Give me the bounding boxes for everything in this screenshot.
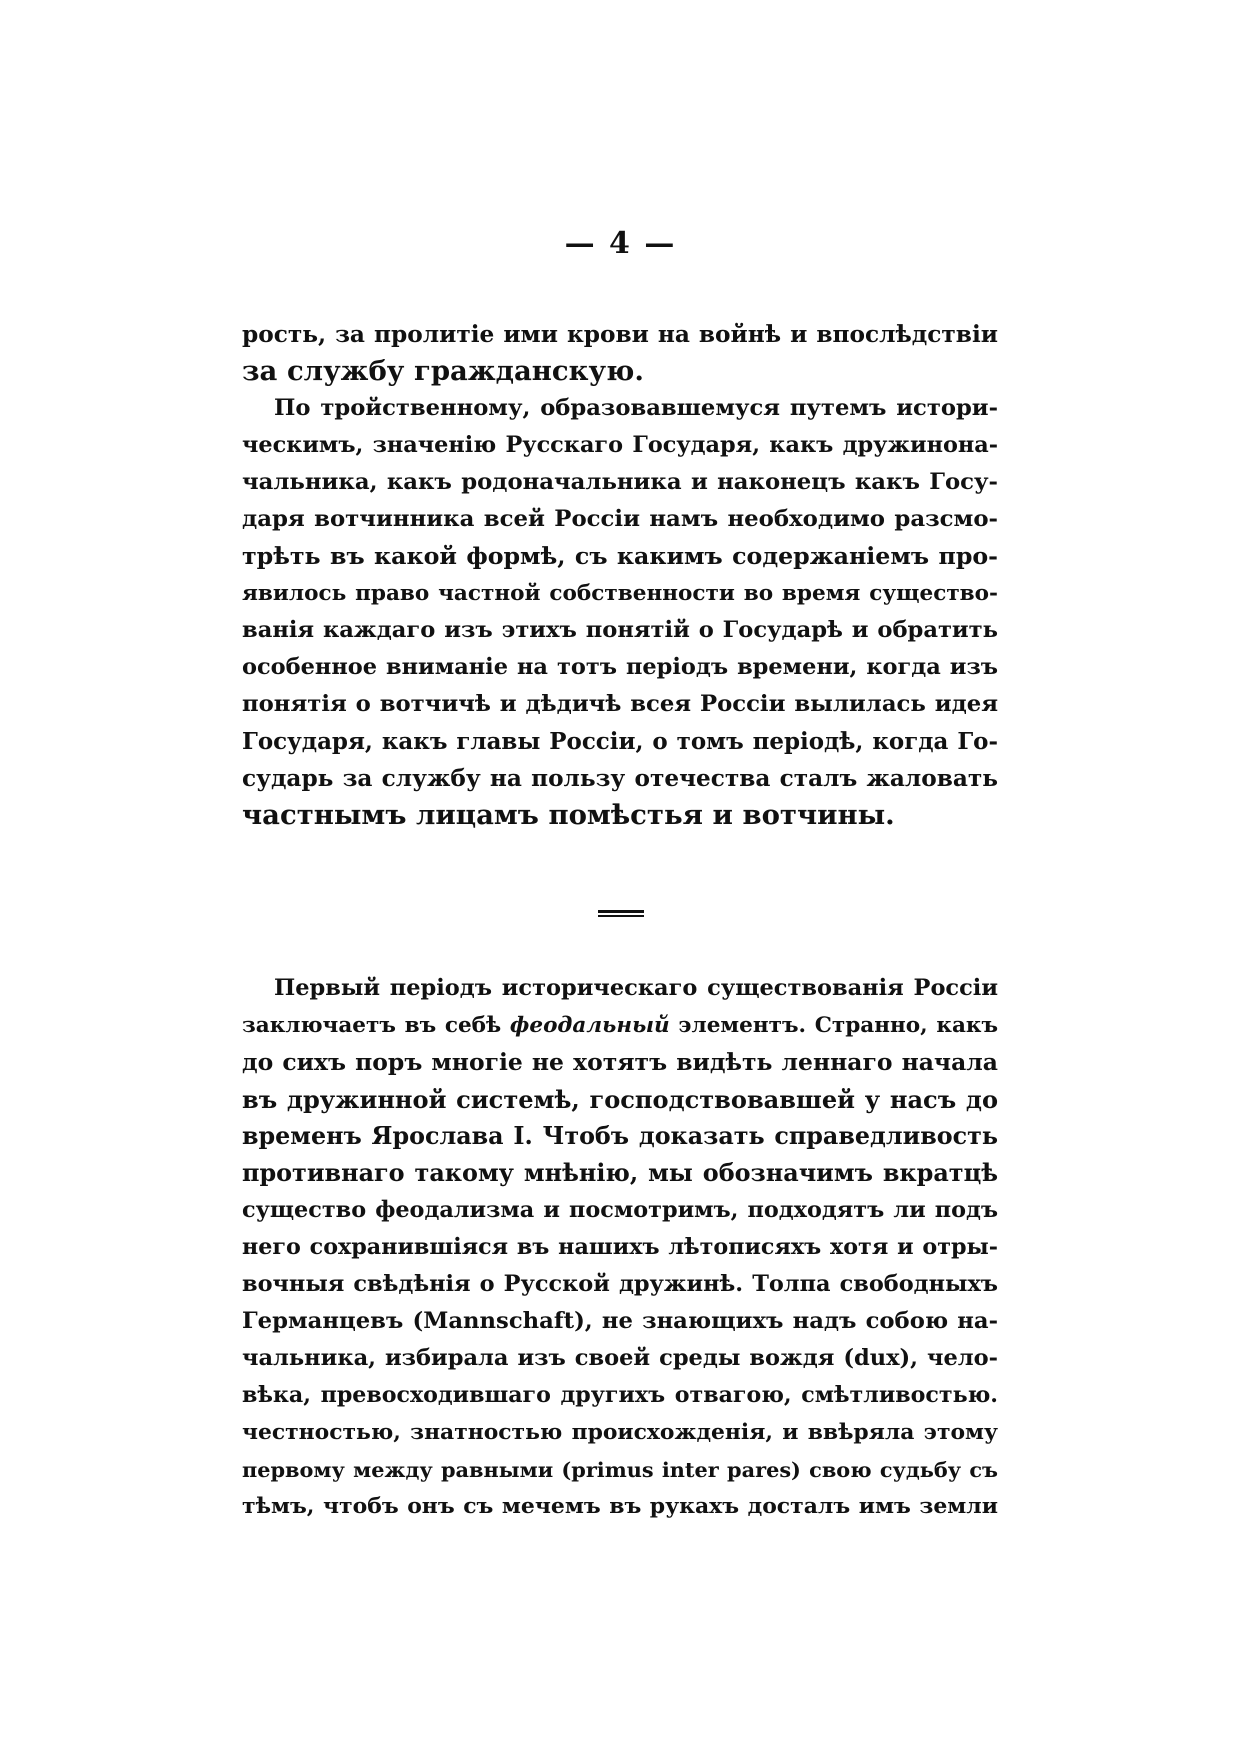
text-line: По тройственному, образовавшемуся путемъ истори- [274, 395, 998, 421]
text-run: элементъ. Странно, какъ [669, 1013, 999, 1038]
text-line: трѣть въ какой формѣ, съ какимъ содержаніемъ про- [242, 542, 998, 570]
separator-rule [598, 910, 644, 913]
text-line: Германцевъ (Mannschaft), не знающихъ надъ собою на- [242, 1308, 998, 1334]
text-line: честностью, знатностью происхожденія, и ввѣряла этому [242, 1419, 998, 1445]
text-line: ческимъ, значенію Русскаго Государя, какъ дружинона- [242, 432, 998, 458]
text-line: временъ Ярослава I. Чтобъ доказать справедливость [242, 1122, 998, 1150]
text-line [242, 1007, 998, 1044]
text-line: даря вотчинника всей Россіи намъ необходимо разсмо- [242, 506, 998, 532]
page-number: — 4 — [564, 226, 677, 261]
text-line: понятія о вотчичѣ и дѣдичѣ всея Россіи вылилась идея [242, 691, 998, 717]
text-line: противнаго такому мнѣнію, мы обозначимъ вкратцѣ [242, 1159, 998, 1187]
text-line: него сохранившіяся въ нашихъ лѣтописяхъ хотя и отры- [242, 1234, 998, 1260]
separator-rule [598, 915, 644, 917]
text-line: Первый періодъ историческаго существованія Россіи [274, 975, 998, 1001]
text-run: заключаетъ въ себѣ [242, 1013, 510, 1038]
text-line: рость, за пролитіе ими крови на войнѣ и впослѣдствіи [242, 321, 998, 348]
text-line: вѣка, превосходившаго другихъ отвагою, смѣтливостью. [242, 1382, 998, 1408]
text-line: чальника, какъ родоначальника и наконецъ какъ Госу- [242, 469, 998, 495]
text-line: вочныя свѣдѣнія о Русской дружинѣ. Толпа свободныхъ [242, 1271, 998, 1297]
text-line: сударь за службу на пользу отечества сталъ жаловать [242, 765, 998, 792]
text-line: за службу гражданскую. [242, 355, 644, 387]
text-line: явилось право частной собственности во время существо- [242, 581, 998, 606]
text-line: тѣмъ, чтобъ онъ съ мечемъ въ рукахъ досталъ имъ земли [242, 1493, 998, 1519]
text-block-bottom [242, 970, 998, 1525]
text-line: Государя, какъ главы Россіи, о томъ періодѣ, когда Го- [242, 728, 998, 755]
text-block-top [242, 316, 998, 834]
text-line: до сихъ поръ многіе не хотятъ видѣть леннаго начала [242, 1048, 998, 1076]
text-line: чальника, избирала изъ своей среды вождя (dux), чело- [242, 1345, 998, 1371]
text-line: особенное вниманіе на тотъ періодъ времени, когда изъ [242, 654, 998, 680]
text-line: частнымъ лицамъ помѣстья и вотчины. [242, 799, 895, 831]
text-line: существо феодализма и посмотримъ, подходятъ ли подъ [242, 1197, 998, 1223]
text-line: ванія каждаго изъ этихъ понятій о Государѣ и обратить [242, 617, 998, 643]
section-separator [598, 910, 644, 918]
text-line: въ дружинной системѣ, господствовавшей у насъ до [242, 1085, 998, 1114]
italic-term: феодальный [509, 1013, 670, 1038]
text-line: первому между равными (primus inter pares) свою судьбу съ [242, 1457, 998, 1482]
